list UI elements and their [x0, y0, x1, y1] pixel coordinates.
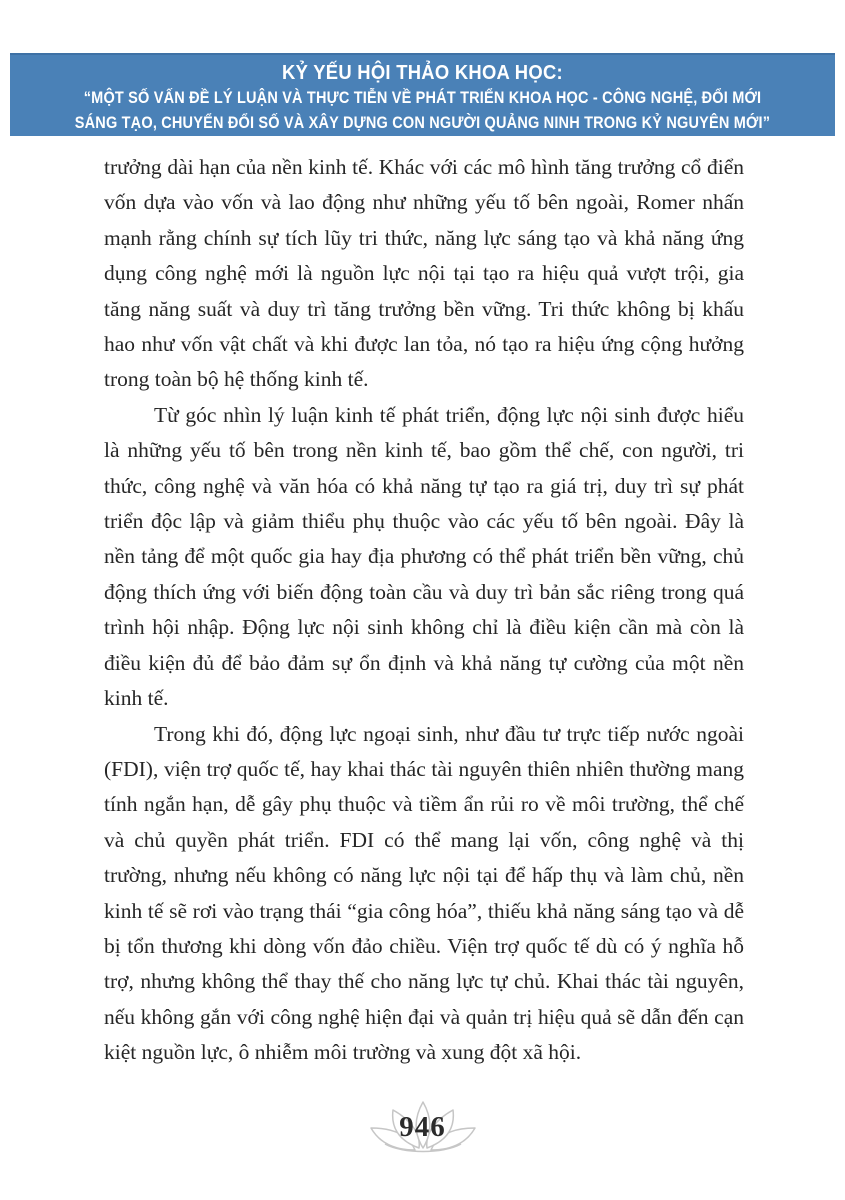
paragraph-3: Trong khi đó, động lực ngoại sinh, như đầu tư trực tiếp nước ngoài (FDI), viện trợ quốc tế, hay khai thác tài nguyên thiên nhiên thường mang tính ngắn hạn, dễ gây phụ thuộc và tiềm ẩn rủi ro về môi trường, thể chế và chủ quyền phát triển. FDI có thể mang lại vốn, công nghệ và thị trường, nhưng nếu không có năng lực nội tại để hấp thụ và làm chủ, nền kinh tế sẽ rơi vào trạng thái “gia công hóa”, thiếu khả năng sáng tạo và dễ bị tổn thương khi dòng vốn đảo chiều. Viện trợ quốc tế dù có ý nghĩa hỗ trợ, nhưng không thể thay thế cho năng lực tự chủ. Khai thác tài nguyên, nếu không gắn với công nghệ hiện đại và quản trị hiệu quả sẽ dẫn đến cạn kiệt nguồn lực, ô nhiễm môi trường và xung đột xã hội.	[104, 721, 744, 1065]
paragraph-2: Từ góc nhìn lý luận kinh tế phát triển, động lực nội sinh được hiểu là những yếu tố bên trong nền kinh tế, bao gồm thể chế, con người, tri thức, công nghệ và văn hóa có khả năng tự tạo ra giá trị, duy trì sự phát triển độc lập và giảm thiểu phụ thuộc vào các yếu tố bên ngoài. Đây là nền tảng để một quốc gia hay địa phương có thể phát triển bền vững, chủ động thích ứng với biến động toàn cầu và duy trì bản sắc riêng trong quá trình hội nhập. Động lực nội sinh không chỉ là điều kiện cần mà còn là điều kiện đủ để bảo đảm sự ổn định và khả năng tự cường của một nền kinh tế.	[104, 402, 744, 711]
conference-theme-line-2: SÁNG TẠO, CHUYỂN ĐỔI SỐ VÀ XÂY DỰNG CON NGƯỜI QUẢNG NINH TRONG KỶ NGUYÊN MỚI”	[74, 114, 771, 132]
conference-theme-line-1: “MỘT SỐ VẤN ĐỀ LÝ LUẬN VÀ THỰC TIỄN VỀ PHÁT TRIỂN KHOA HỌC - CÔNG NGHỆ, ĐỔI MỚI	[83, 89, 762, 107]
lotus-page-marker	[363, 1098, 483, 1162]
proceedings-title: KỶ YẾU HỘI THẢO KHOA HỌC:	[282, 62, 563, 84]
conference-header-banner	[10, 53, 835, 136]
page-number: 946	[399, 1111, 446, 1143]
page-body	[104, 150, 744, 1071]
page-footer	[0, 1096, 845, 1166]
paragraph-1: trưởng dài hạn của nền kinh tế. Khác với các mô hình tăng trưởng cổ điển vốn dựa vào vốn và lao động như những yếu tố bên ngoài, Romer nhấn mạnh rằng chính sự tích lũy tri thức, năng lực sáng tạo và khả năng ứng dụng công nghệ mới là nguồn lực nội tại tạo ra hiệu quả vượt trội, gia tăng năng suất và duy trì tăng trưởng bền vững. Tri thức không bị khấu hao như vốn vật chất và khi được lan tỏa, nó tạo ra hiệu ứng cộng hưởng trong toàn bộ hệ thống kinh tế.	[104, 155, 744, 392]
